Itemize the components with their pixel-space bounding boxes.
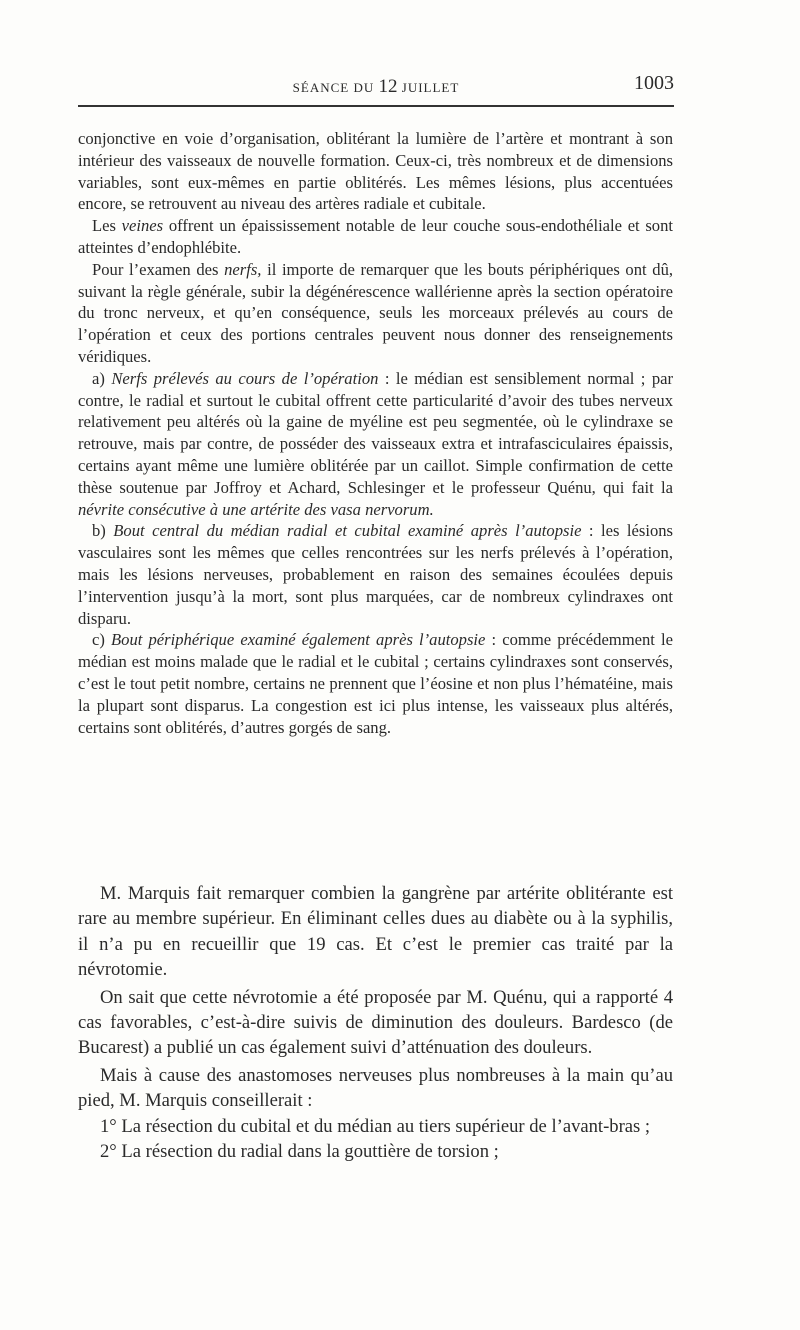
item-c-italic: Bout périphérique examiné également après l’autopsie — [111, 630, 486, 650]
small-paragraph-b — [78, 520, 673, 629]
item-b-text: : les lésions vasculaires sont les mêmes que celles rencontrées sur les nerfs prélevés à l’opération, mais les lésions nerveuses, probablement en raison des semaines écoulées depuis l’intervention jusqu’à la mort, sont plus marquées, car de nombreux cylindraxes ont disparu. — [78, 521, 673, 628]
large-paragraph-4: 1° La résection du cubital et du médian au tiers supérieur de l’avant-bras ; — [100, 1115, 651, 1137]
nerfs-text: il importe de remarquer que les bouts périphériques ont dû, suivant la règle générale, subir la dégénérescence wallérienne après la section opératoire du tronc nerveux, et qu’en conséquence, seuls les morceaux prélevés au cours de l’opération et ceux des portions centrales peuvent nous donner des renseignements véridiques. — [78, 259, 674, 366]
page-number: 1003 — [634, 72, 674, 94]
large-paragraph-3: Mais à cause des anastomoses nerveuses plus nombreuses à la main qu’au pied, M. Marquis conseillerait : — [78, 1064, 673, 1112]
header-title — [78, 76, 674, 98]
item-a-text: : le médian est sensiblement normal ; par contre, le radial et surtout le cubital offrent cette particularité d’avoir des tubes nerveux relativement peu altérés où la gaine de myéline est peu segmentée, où le cylindraxe se retrouve, mais par contre, de posséder des vaisseaux extra et intrafasciculaires épaissis, certains ayant même une lumière oblitérée par un caillot. Simple confirmation de cette thèse soutenue par Joffroy et Achard, Schlesinger et le professeur Quénu, qui fait la — [78, 368, 674, 497]
veines-italic: veines — [121, 216, 164, 236]
item-a-label: a) — [92, 368, 105, 388]
large-paragraph-1: M. Marquis fait remarquer combien la gangrène par artérite oblitérante est rare au membre supérieur. En éliminant celles dues au diabète ou à la syphilis, il n’a pu en recueillir que 19 cas. Et c’est le premier cas traité par la névrotomie. — [78, 883, 673, 981]
small-print-section — [78, 128, 673, 738]
large-paragraph-2: On sait que cette névrotomie a été proposée par M. Quénu, qui a rapporté 4 cas favorables, c’est-à-dire suivis de diminution des douleurs. Bardesco (de Bucarest) a publié un cas également suivi d’atténuation des douleurs. — [78, 986, 673, 1059]
small-paragraph-a — [78, 368, 673, 521]
header-rule — [78, 105, 674, 107]
header-title-part-b: JUILLET — [401, 80, 460, 95]
item-c-text: : comme précédemment le médian est moins malade que le radial et le cubital ; certains cylindraxes sont conservés, c’est le tout petit nombre, certains ne prennent que l’éosine et non plus l’hématéine, mais la plupart sont disparus. La congestion est ici plus intense, les vaisseaux plus altérés, certains sont oblitérés, d’autres gorgés de sang. — [78, 630, 673, 737]
veines-text: offrent un épaississement notable de leur couche sous-endothéliale et sont atteintes d’endophlébite. — [78, 216, 674, 257]
header-title-day: 12 — [378, 76, 398, 97]
header-title-part-a: SÉANCE DU — [292, 80, 375, 95]
small-paragraph-1: conjonctive en voie d’organisation, oblitérant la lumière de l’artère et montrant à son intérieur des vaisseaux de nouvelle formation. Ceux-ci, très nombreux et de dimensions variables, sont eux-mêmes en partie oblitérés. Les mêmes lésions, plus accentuées encore, se retrouvent au niveau des artères radiale et cubitale. — [78, 129, 673, 214]
item-c-label: c) — [92, 630, 105, 650]
small-paragraph-nerfs — [78, 259, 673, 368]
item-a-italic-end: névrite consécutive à une artérite des vasa nervorum. — [78, 499, 434, 519]
item-b-italic: Bout central du médian radial et cubital examiné après l’autopsie — [113, 521, 582, 541]
nerfs-italic: nerfs, — [224, 259, 262, 279]
veines-lead: Les — [92, 216, 116, 236]
small-paragraph-veines — [78, 215, 673, 259]
small-paragraph-c — [78, 629, 673, 738]
item-b-label: b) — [92, 521, 106, 541]
large-print-section — [78, 881, 673, 1164]
nerfs-lead: Pour l’examen des — [92, 259, 219, 279]
large-paragraph-5: 2° La résection du radial dans la gouttière de torsion ; — [100, 1141, 499, 1163]
running-header — [78, 72, 674, 97]
item-a-italic: Nerfs prélevés au cours de l’opération — [111, 368, 379, 388]
